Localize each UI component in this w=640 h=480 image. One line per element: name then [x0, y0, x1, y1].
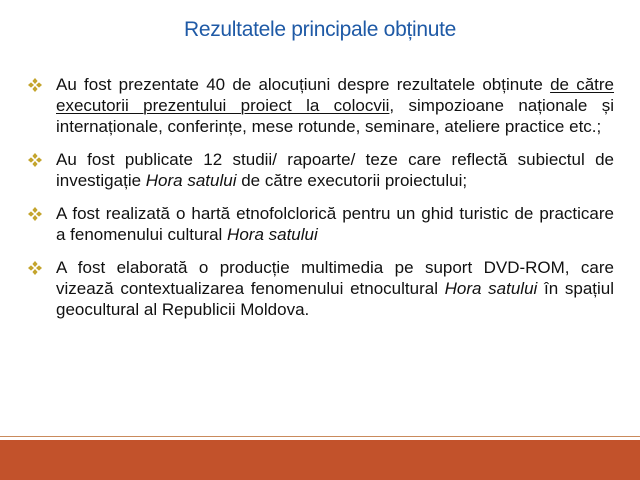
bullet-text: [56, 203, 614, 245]
bullet-text-part: A fost elaborată o producție multimedia pe suport DVD-ROM, care vizează contextualizarea fenomenului etnocultural: [56, 258, 614, 298]
bullet-item: [28, 149, 614, 191]
bullet-text-part: Au fost prezentate 40 de alocuțiuni despre rezultatele obținute: [56, 75, 551, 94]
diamond-bullet-icon: [28, 257, 56, 275]
bullet-list: [28, 74, 614, 332]
bullet-text-part: A fost realizată o hartă etnofolclorică pentru un ghid turistic de practicare a fenomenului cultural: [56, 204, 614, 244]
bullet-text: [56, 149, 614, 191]
bullet-text: [56, 257, 614, 320]
slide-title: Rezultatele principale obținute: [183, 18, 457, 41]
bullet-item: [28, 74, 614, 137]
footer-divider: [0, 436, 640, 437]
bullet-item: [28, 203, 614, 245]
bullet-text-part: de către executorii proiectului;: [236, 171, 468, 190]
diamond-bullet-icon: [28, 203, 56, 221]
bullet-text-italic: Hora satului: [227, 225, 318, 244]
bullet-text: [56, 74, 614, 137]
diamond-bullet-icon: [28, 149, 56, 167]
bullet-text-part: , simpozioane naționale și internaționale, conferințe, mese rotunde, seminare, ateliere practice etc.;: [56, 96, 614, 136]
diamond-bullet-icon: [28, 74, 56, 92]
bullet-text-underlined: de către executorii prezentului proiect la colocvii: [56, 75, 615, 115]
bullet-text-part: în spațiul geocultural al Republicii Moldova.: [56, 279, 614, 319]
bullet-item: [28, 257, 614, 320]
bullet-text-italic: Hora satului: [444, 279, 538, 298]
bullet-text-italic: Hora satului: [145, 171, 237, 190]
bullet-text-part: Au fost publicate 12 studii/ rapoarte/ teze care reflectă subiectul de investigație: [56, 150, 614, 190]
footer-band: [0, 440, 640, 480]
